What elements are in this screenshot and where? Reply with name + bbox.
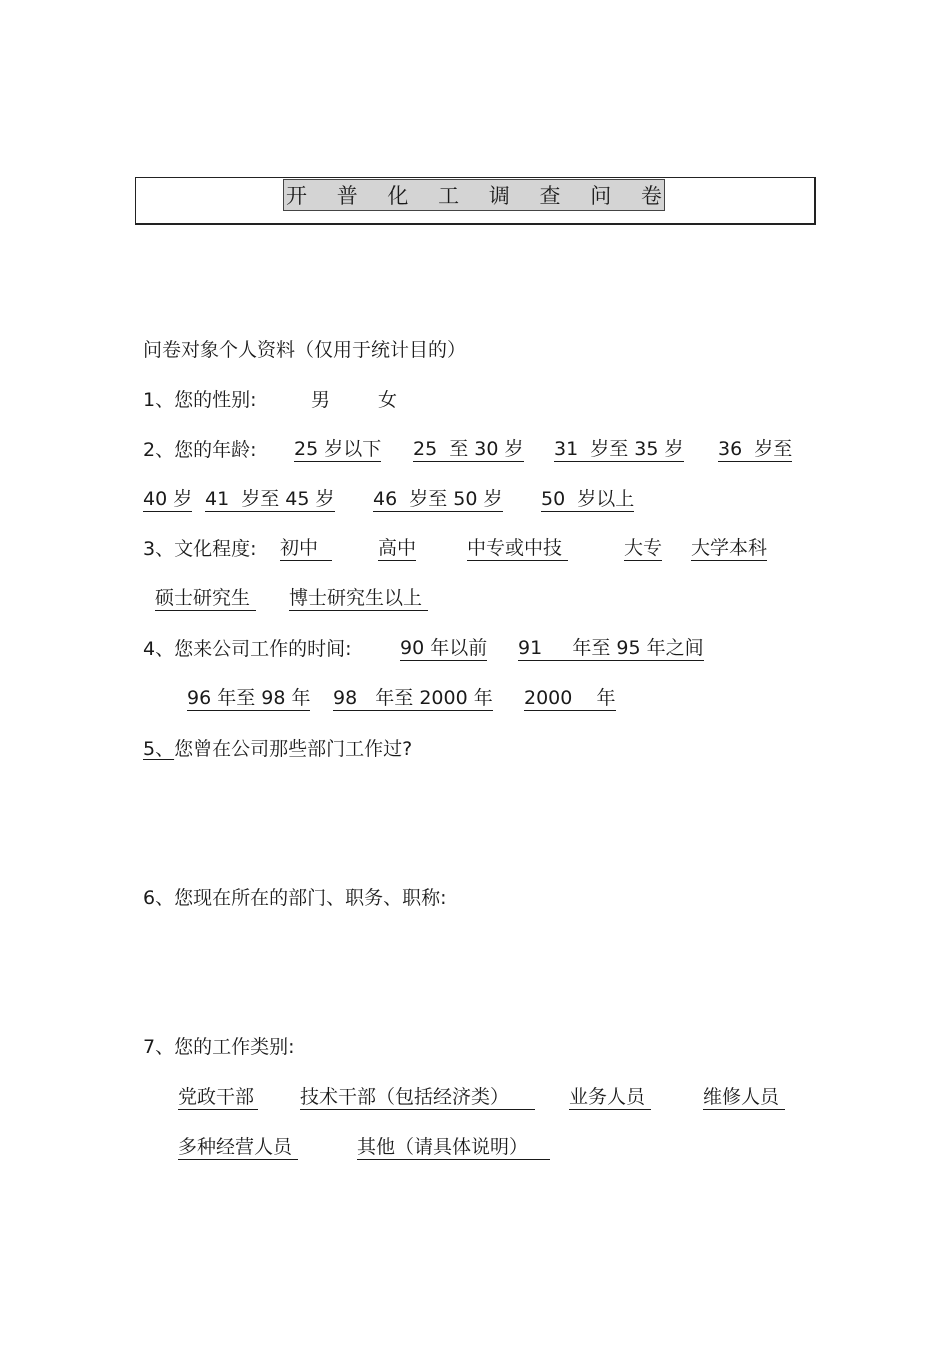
q6-label: 6、您现在所在的部门、职务、职称: [143, 887, 447, 909]
q1-option-male[interactable]: 男 [311, 389, 331, 411]
q5-question [143, 737, 412, 761]
title-char: 问 [590, 184, 612, 208]
q2-option-36-40-part2[interactable]: 40 岁 [143, 488, 193, 510]
q2-option-under-25[interactable]: 25 岁以下 [294, 438, 382, 460]
q1-option-female[interactable]: 女 [378, 389, 398, 411]
title-char: 查 [539, 184, 561, 208]
q3-option-high-school[interactable]: 高中 [378, 537, 417, 559]
q3-option-technical-school[interactable]: 中专或中技 [467, 537, 568, 561]
q4-option-96-98[interactable]: 96 年至 98 年 [187, 687, 311, 709]
q3-label: 3、文化程度: [143, 538, 257, 560]
q2-option-36-40-part1[interactable]: 36 岁至 [718, 438, 793, 460]
q2-option-31-35[interactable]: 31 岁至 35 岁 [554, 438, 684, 460]
q7-label: 7、您的工作类别: [143, 1036, 295, 1058]
section-heading: 问卷对象个人资料（仅用于统计目的） [143, 339, 467, 361]
q2-option-46-50[interactable]: 46 岁至 50 岁 [373, 488, 503, 510]
q4-option-91-95[interactable]: 91 年至 95 年之间 [518, 637, 704, 659]
title-char: 普 [336, 184, 358, 208]
q7-option-diversified-business[interactable]: 多种经营人员 [178, 1136, 298, 1160]
q7-option-technical-cadre[interactable]: 技术干部（包括经济类） [300, 1086, 535, 1110]
q3-option-master[interactable]: 硕士研究生 [155, 587, 256, 611]
title-char: 工 [438, 184, 460, 208]
q4-option-98-2000[interactable]: 98 年至 2000 年 [333, 687, 493, 709]
title-char: 化 [387, 184, 409, 208]
q2-label: 2、您的年龄: [143, 439, 257, 461]
q7-option-business-staff[interactable]: 业务人员 [569, 1086, 651, 1110]
q7-option-party-cadre[interactable]: 党政干部 [178, 1086, 258, 1110]
title-char: 卷 [640, 184, 662, 208]
title-char: 调 [488, 184, 510, 208]
q5-text: 您曾在公司那些部门工作过? [174, 738, 413, 760]
questionnaire-title [283, 179, 665, 211]
q3-option-college[interactable]: 大专 [624, 537, 663, 559]
q4-label: 4、您来公司工作的时间: [143, 638, 352, 660]
q5-number: 5、 [143, 738, 175, 760]
q3-option-phd[interactable]: 博士研究生以上 [289, 587, 428, 611]
q1-label: 1、您的性别: [143, 389, 257, 411]
q3-option-junior-high[interactable]: 初中 [280, 537, 332, 561]
q4-option-before-90[interactable]: 90 年以前 [400, 637, 488, 659]
q7-option-other[interactable]: 其他（请具体说明） [357, 1136, 550, 1160]
q2-option-over-50[interactable]: 50 岁以上 [541, 488, 635, 510]
q2-option-25-30[interactable]: 25 至 30 岁 [413, 438, 524, 460]
title-char: 开 [286, 184, 307, 208]
q7-option-maintenance-staff[interactable]: 维修人员 [703, 1086, 785, 1110]
q4-option-2000[interactable]: 2000 年 [524, 687, 616, 709]
q3-option-bachelor[interactable]: 大学本科 [691, 537, 768, 559]
q2-option-41-45[interactable]: 41 岁至 45 岁 [205, 488, 335, 510]
